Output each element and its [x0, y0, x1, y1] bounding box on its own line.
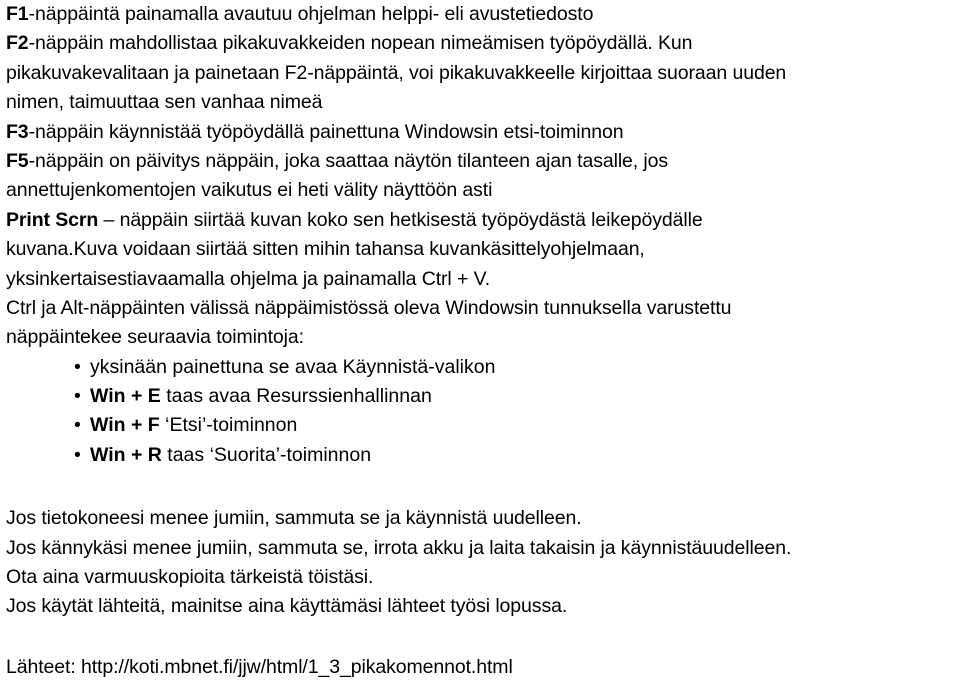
f1-description: -näppäintä painamalla avautuu ohjelman helppi- eli avustetiedosto: [28, 3, 594, 25]
windows-key-shortcut-list: [6, 353, 960, 471]
spacer: [6, 470, 960, 504]
f3-description: -näppäin käynnistää työpöydällä painettuna Windowsin etsi-toiminnon: [28, 120, 624, 143]
f2-description: -näppäin mahdollistaa pikakuvakkeiden nopean nimeämisen työpöydällä. Kun: [28, 32, 693, 55]
list-item: [6, 411, 960, 440]
printscrn-line2-rest: Kuva voidaan siirtää sitten mihin tahansa kuvankäsittelyohjelmaan,: [73, 238, 645, 261]
printscrn-key-label: Print Scrn: [6, 208, 99, 231]
shortcut-description: taas ‘Suorita’-toiminnon: [161, 443, 372, 466]
spacer: [6, 622, 960, 653]
bullet-icon: •: [74, 355, 81, 378]
f1-paragraph: [6, 0, 960, 29]
printscrn-description-line-2: [6, 235, 960, 264]
note-line: Jos käytät lähteitä, mainitse aina käyttämäsi lähteet työsi lopussa.: [6, 595, 568, 618]
f2-description-line-2: pikakuvakevalitaan ja painetaan F2-näppäintä, voi pikakuvakkeelle kirjoittaa suoraan uuden: [6, 61, 787, 84]
f2-description-line-3: nimen, taimuuttaa sen vanhaa nimeä: [6, 91, 323, 114]
document-page: [6, 0, 960, 682]
printscrn-description: – näppäin siirtää kuvan koko sen hetkisestä työpöydästä leikepöydälle: [98, 208, 703, 231]
shortcut-description: taas avaa Resurssienhallinnan: [160, 385, 432, 408]
f3-key-label: F3: [6, 120, 29, 143]
bullet-icon: •: [74, 443, 81, 466]
printscrn-line2-start: kuvana.: [6, 238, 74, 261]
shortcut-description: ‘Etsi’-toiminnon: [159, 414, 298, 437]
f1-key-label: F1: [6, 3, 29, 25]
f2-key-label: F2: [6, 32, 29, 55]
f5-paragraph: [6, 147, 960, 176]
f3-paragraph: [6, 118, 960, 147]
bullet-icon: •: [74, 385, 81, 408]
windows-key-intro-line-1: Ctrl ja Alt-näppäinten välissä näppäimistössä oleva Windowsin tunnuksella varustettu: [6, 296, 732, 319]
printscrn-description-line-3: yksinkertaisestiavaamalla ohjelma ja painamalla Ctrl + V.: [6, 267, 491, 290]
list-item: [6, 382, 960, 411]
note-line: Ota aina varmuuskopioita tärkeistä töistäsi.: [6, 566, 374, 589]
shortcut-key-label: Win + E: [90, 385, 161, 408]
shortcut-key-label: Win + F: [90, 414, 160, 437]
printscrn-paragraph: [6, 206, 960, 235]
list-item: [6, 353, 960, 382]
f2-paragraph: [6, 29, 960, 58]
note-line: Jos kännykäsi menee jumiin, sammuta se, irrota akku ja laita takaisin ja käynnistäuudelleen.: [6, 536, 792, 559]
f5-description: -näppäin on päivitys näppäin, joka saattaa näytön tilanteen ajan tasalle, jos: [28, 149, 669, 172]
shortcut-description: yksinään painettuna se avaa Käynnistä-valikon: [90, 355, 496, 378]
sources-line: Lähteet: http://koti.mbnet.fi/jjw/html/1_3_pikakomennot.html: [6, 655, 513, 678]
bullet-icon: •: [74, 414, 81, 437]
note-line: Jos tietokoneesi menee jumiin, sammuta se ja käynnistä uudelleen.: [6, 507, 582, 530]
windows-key-intro-line-2: näppäintekee seuraavia toimintoja:: [6, 326, 304, 349]
list-item: [6, 441, 960, 470]
shortcut-key-label: Win + R: [90, 443, 162, 466]
f5-key-label: F5: [6, 149, 29, 172]
f5-description-line-2: annettujenkomentojen vaikutus ei heti välity näyttöön asti: [6, 179, 493, 202]
